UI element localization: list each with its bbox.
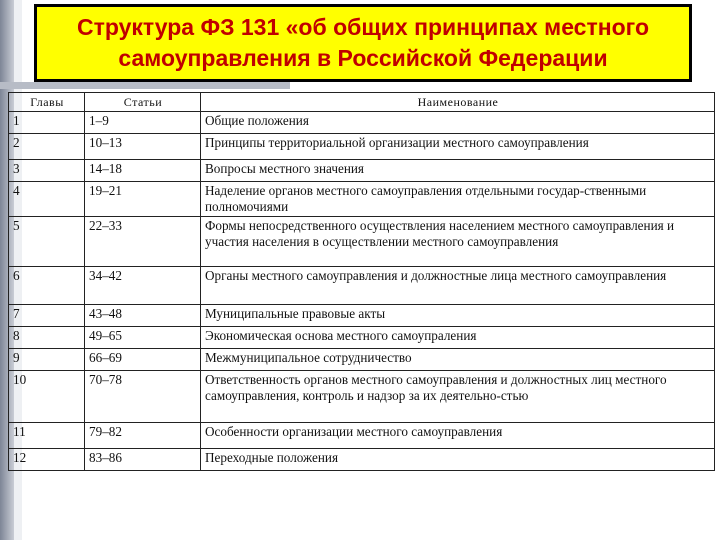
name-cell: Муниципальные правовые акты — [201, 305, 715, 327]
chapter-cell: 11 — [9, 423, 85, 449]
articles-cell: 1–9 — [85, 112, 201, 134]
chapter-cell: 5 — [9, 217, 85, 267]
chapter-cell: 7 — [9, 305, 85, 327]
articles-cell: 79–82 — [85, 423, 201, 449]
chapter-cell: 8 — [9, 327, 85, 349]
table-row — [9, 112, 715, 134]
name-cell: Органы местного самоуправления и должностные лица местного самоуправления — [201, 267, 715, 305]
articles-cell: 34–42 — [85, 267, 201, 305]
chapter-cell: 10 — [9, 371, 85, 423]
name-cell: Общие положения — [201, 112, 715, 134]
articles-cell: 43–48 — [85, 305, 201, 327]
articles-cell: 22–33 — [85, 217, 201, 267]
articles-cell: 10–13 — [85, 134, 201, 160]
name-cell: Экономическая основа местного самоупраления — [201, 327, 715, 349]
table-row — [9, 349, 715, 371]
chapter-cell: 3 — [9, 160, 85, 182]
slide-title: Структура ФЗ 131 «об общих принципах местного самоуправления в Российской Федерации — [34, 4, 692, 82]
law-structure-table — [8, 92, 715, 471]
header-articles: Статьи — [85, 93, 201, 112]
name-cell: Вопросы местного значения — [201, 160, 715, 182]
table-row — [9, 327, 715, 349]
table-row — [9, 182, 715, 217]
name-cell: Межмуниципальное сотрудничество — [201, 349, 715, 371]
chapter-cell: 1 — [9, 112, 85, 134]
articles-cell: 83–86 — [85, 449, 201, 471]
table-row — [9, 267, 715, 305]
title-underbar — [0, 82, 290, 89]
chapter-cell: 9 — [9, 349, 85, 371]
articles-cell: 70–78 — [85, 371, 201, 423]
table-row — [9, 449, 715, 471]
name-cell: Наделение органов местного самоуправления отдельными государ-ственными полномочиями — [201, 182, 715, 217]
name-cell: Особенности организации местного самоуправления — [201, 423, 715, 449]
table-row — [9, 371, 715, 423]
articles-cell: 19–21 — [85, 182, 201, 217]
chapter-cell: 12 — [9, 449, 85, 471]
chapter-cell: 4 — [9, 182, 85, 217]
name-cell: Ответственность органов местного самоуправления и должностных лиц местного самоуправления, контроль и надзор за их деятельно-стью — [201, 371, 715, 423]
table-row — [9, 160, 715, 182]
table-row — [9, 217, 715, 267]
chapter-cell: 2 — [9, 134, 85, 160]
name-cell: Принципы территориальной организации местного самоуправления — [201, 134, 715, 160]
articles-cell: 49–65 — [85, 327, 201, 349]
header-chapters: Главы — [9, 93, 85, 112]
articles-cell: 14–18 — [85, 160, 201, 182]
table-row — [9, 423, 715, 449]
table-row — [9, 134, 715, 160]
articles-cell: 66–69 — [85, 349, 201, 371]
chapter-cell: 6 — [9, 267, 85, 305]
header-name: Наименование — [201, 93, 715, 112]
table-row — [9, 305, 715, 327]
name-cell: Переходные положения — [201, 449, 715, 471]
name-cell: Формы непосредственного осуществления населением местного самоуправления и участия населения в осуществлении местного самоуправления — [201, 217, 715, 267]
table-header-row — [9, 93, 715, 112]
